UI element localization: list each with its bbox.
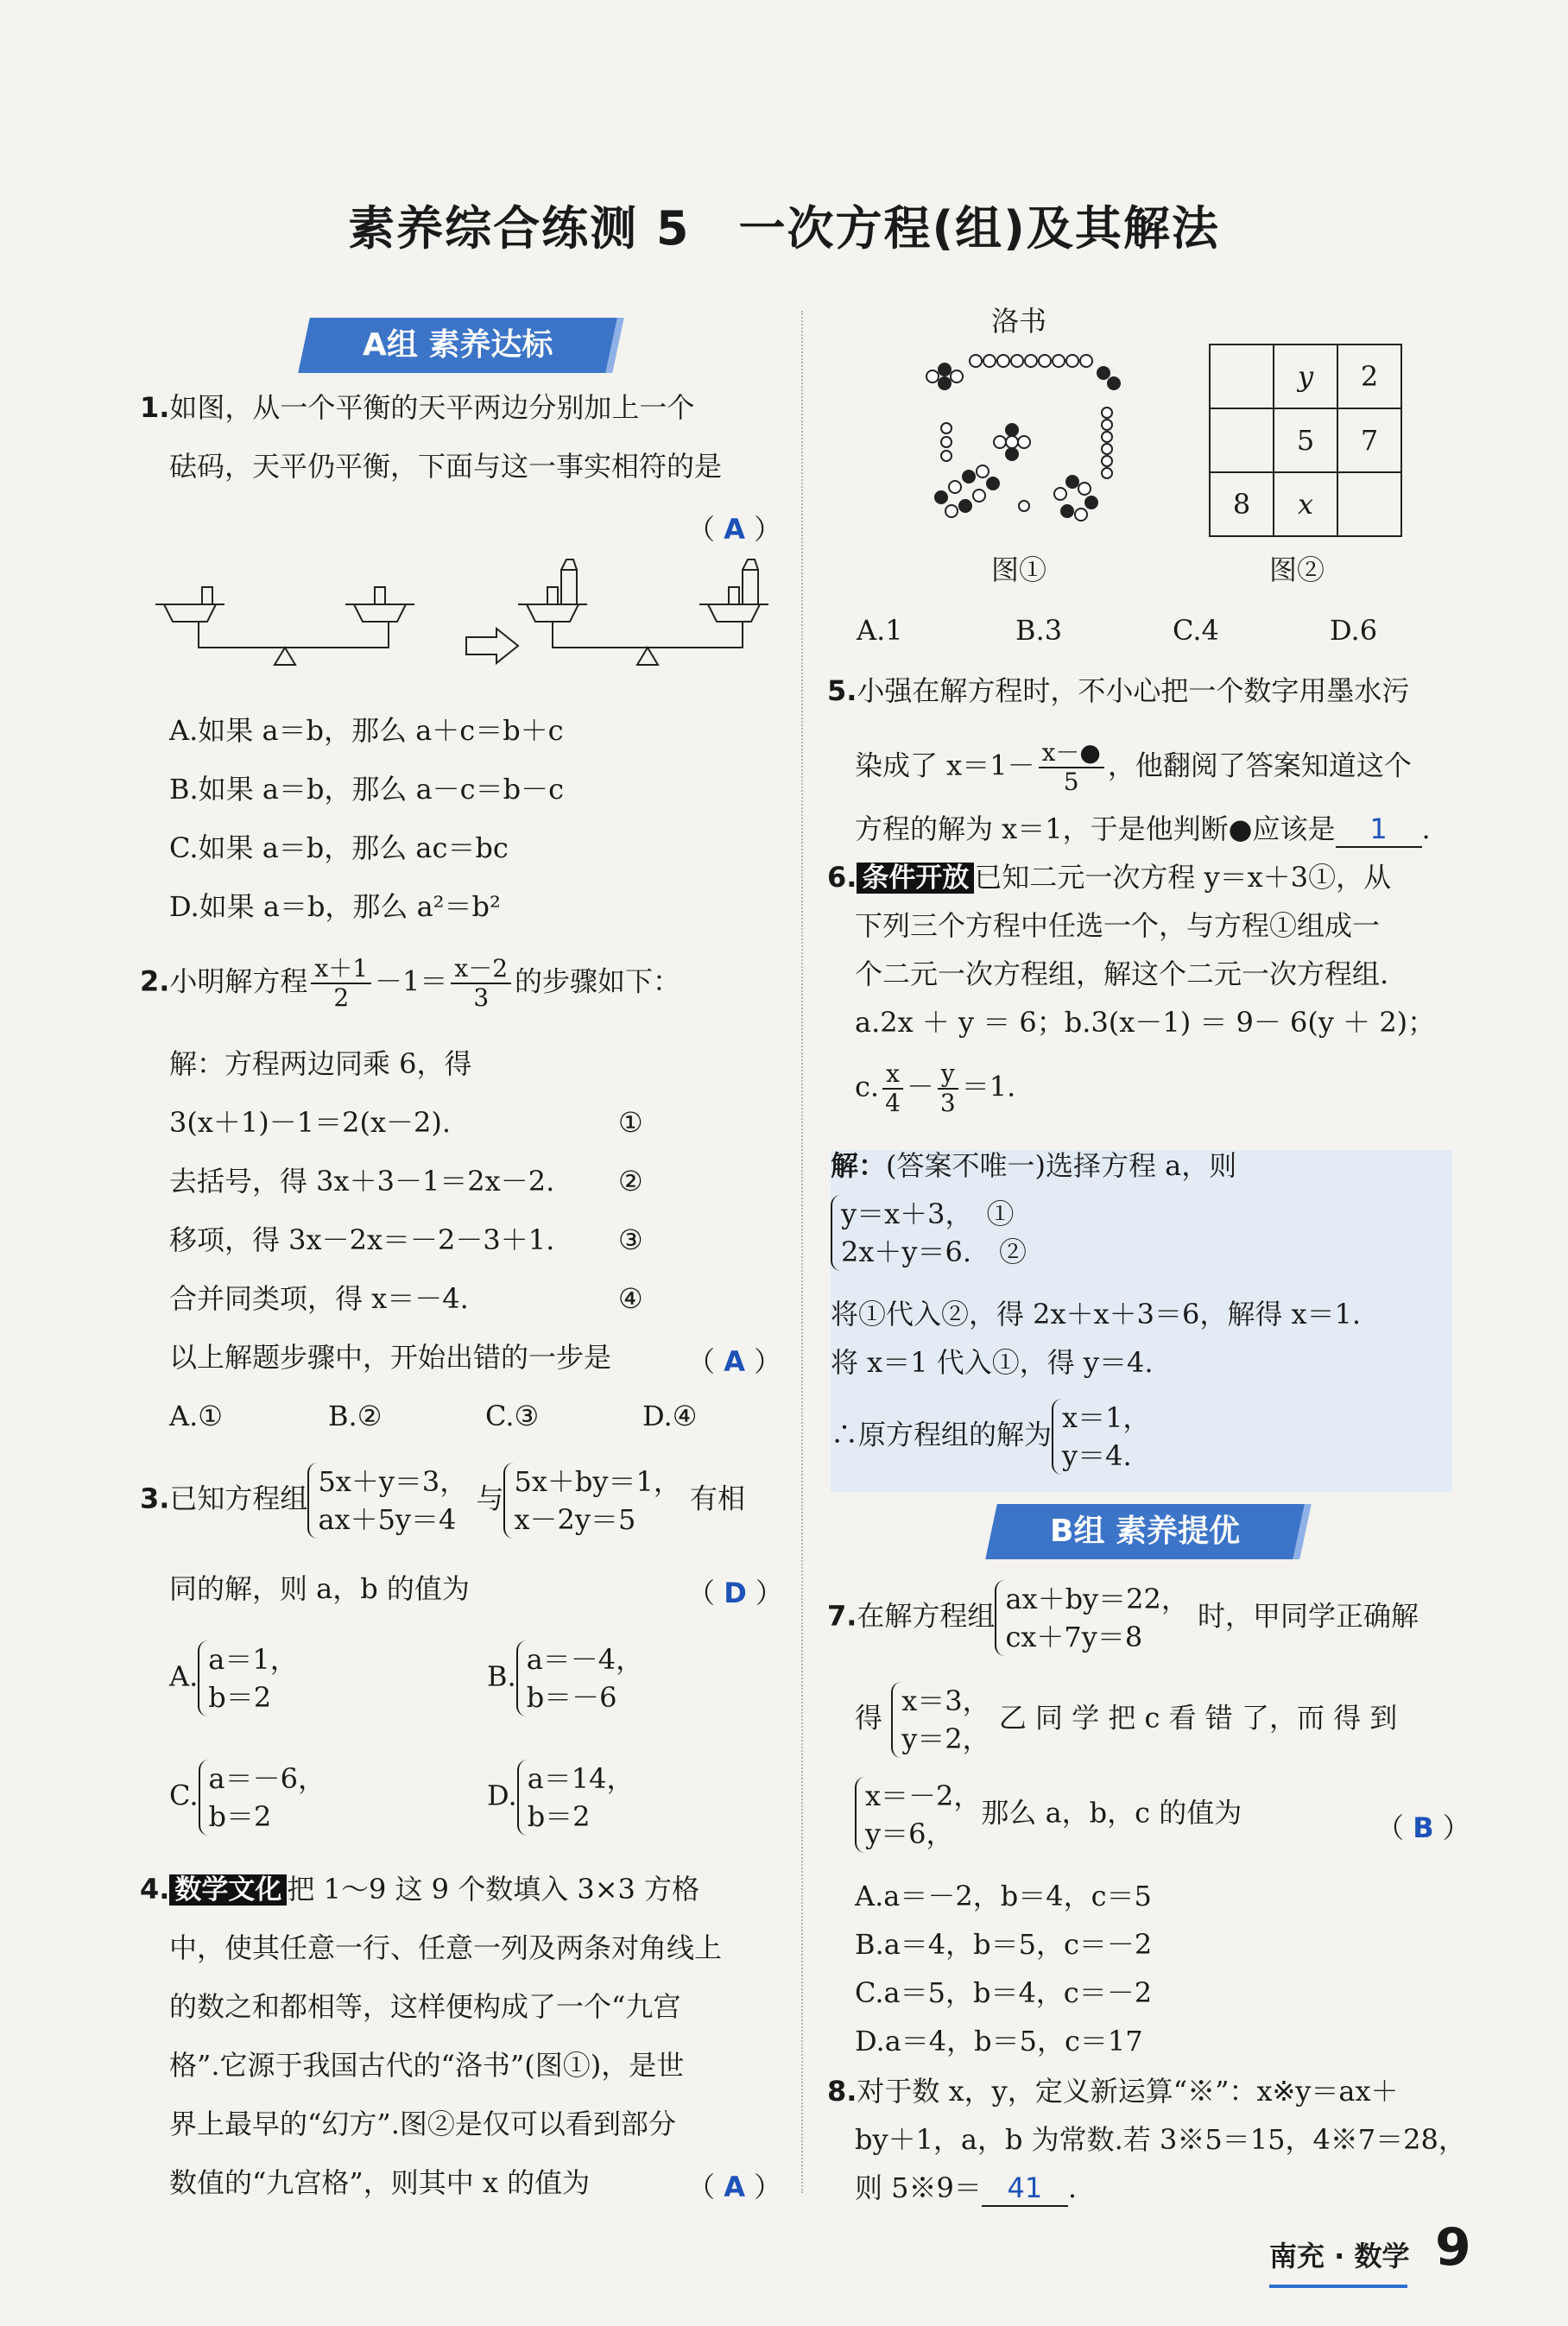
q6-solution-head: 解：(答案不唯一)选择方程 a，则 [831,1149,1237,1182]
q4-answer: （ A ） [687,2171,782,2203]
q3-line2: 同的解，则 a，b 的值为 [169,1572,470,1605]
q7-option-a: A.a＝－2，b＝4，c＝5 [855,1880,1152,1912]
q7-line1: 7.在解方程组ax＋by＝22， cx＋7y＝8 时，甲同学正确解 [827,1580,1419,1656]
q5-answer: 1 [1369,812,1388,845]
q2-option-a: A.① [169,1400,223,1432]
q6-solution-step1: 将①代入②，得 2x＋x＋3＝6，解得 x＝1. [831,1298,1362,1330]
footer-underline [1269,2285,1407,2288]
q2-step-2-mark: ② [618,1165,643,1198]
grid-cell: 2 [1337,344,1401,408]
grid-cell [1337,472,1401,536]
figure-2-caption: 图② [1269,553,1325,586]
q6-line2: 下列三个方程中任选一个，与方程①组成一 [855,909,1381,942]
grid-cell: y [1274,344,1337,408]
q6-solution-final: ∴原方程组的解为x＝1， y＝4. [831,1399,1150,1475]
q5-line3: 方程的解为 x＝1，于是他判断●应该是 1 . [855,812,1431,848]
q7-option-c: C.a＝5，b＝4，c＝－2 [855,1976,1153,2009]
q3-option-c: C.a＝－6， b＝2 [169,1760,326,1836]
q2-step-3-mark: ③ [618,1223,643,1256]
q2-step-1-mark: ① [618,1106,643,1139]
column-divider [801,311,805,2193]
group-a-banner: A组 素养达标 [298,318,617,373]
grid-cell [1210,408,1274,472]
q4-option-d: D.6 [1330,614,1378,647]
luoshu-label: 洛书 [991,305,1047,338]
q4-line1: 4. 数学文化 把 1～9 这 9 个数填入 3×3 方格 [140,1873,700,1906]
luoshu-figure [907,342,1122,540]
grid-cell: x [1274,472,1337,536]
q8-line2: by＋1，a，b 为常数.若 3※5＝15，4※7＝28， [855,2123,1466,2156]
balance-scale-figure [155,553,777,691]
q2-line1: 2.小明解方程 $\frac{x+1}{2}$ －1＝ $\frac{x-2}{3}$ 的步骤如下： [140,954,681,1012]
q7-line3: x＝－2， y＝6，那么 a，b，c 的值为 [855,1777,1242,1853]
q2-step-1: 3(x＋1)－1＝2(x－2). [169,1106,452,1139]
q6-line4: a.2x ＋ y ＝ 6；b.3(x－1) ＝ 9－ 6(y ＋ 2)； [855,1006,1436,1039]
grid-cell: 7 [1337,408,1401,472]
q1-option-c: C.如果 a＝b，那么 ac＝bc [169,831,509,864]
q1-option-b: B.如果 a＝b，那么 a－c＝b－c [169,773,565,806]
q1-answer: （ A ） [687,513,782,546]
q4-option-b: B.3 [1015,614,1063,647]
q7-option-d: D.a＝4，b＝5，c＝17 [855,2025,1143,2057]
q2-option-b: B.② [328,1400,383,1432]
q4-line6: 数值的“九宫格”，则其中 x 的值为 [169,2166,591,2199]
q5-line2: 染成了 x＝1－ $\frac{x-●}{5}$ ，他翻阅了答案知道这个 [855,738,1412,796]
grid-cell: 8 [1210,472,1274,536]
q5-line1: 5.小强在解方程时，不小心把一个数字用墨水污 [827,674,1410,707]
q6-tag: 条件开放 [857,863,974,894]
q3-option-d: D.a＝14， b＝2 [487,1760,635,1836]
q4-line2: 中，使其任意一行、任意一列及两条对角线上 [169,1931,723,1964]
q1-option-a: A.如果 a＝b，那么 a＋c＝b＋c [169,714,564,747]
q2-option-d: D.④ [642,1400,698,1432]
q6-solution-system: y＝x＋3， ① 2x＋y＝6. ② [831,1195,1027,1271]
q8-answer: 41 [1007,2171,1043,2204]
q2-step-2: 去括号，得 3x＋3－1＝2x－2. [169,1165,555,1198]
q3-option-a: A.a＝1， b＝2 [169,1640,298,1716]
q2-step-4: 合并同类项，得 x＝－4. [169,1282,469,1315]
q6-line1: 6. 条件开放 已知二元一次方程 y＝x＋3①，从 [827,861,1392,894]
q1-option-d: D.如果 a＝b，那么 a²＝b² [169,890,501,923]
grid-cell [1210,344,1274,408]
q1-line1: 1.如图，从一个平衡的天平两边分别加上一个 [140,391,695,424]
q7-answer: （ B ） [1376,1811,1470,1844]
q2-answer: （ A ） [687,1345,782,1378]
q4-option-c: C.4 [1173,614,1219,647]
figure-1-caption: 图① [991,553,1047,586]
q7-line2: 得 x＝3， y＝2， 乙 同 学 把 c 看 错 了，而 得 到 [855,1682,1397,1758]
q3-answer: （ D ） [687,1577,783,1609]
group-b-banner: B组 素养提优 [985,1504,1305,1559]
q6-solution-step2: 将 x＝1 代入①，得 y＝4. [831,1346,1154,1379]
q4-line3: 的数之和都相等，这样便构成了一个“九宫 [169,1990,681,2023]
page-title: 素养综合练测 5 一次方程(组)及其解法 [348,201,1220,256]
q3-line1: 3.已知方程组5x＋y＝3， ax＋5y＝4 与5x＋by＝1， x－2y＝5 有相 [140,1463,745,1539]
q2-question: 以上解题步骤中，开始出错的一步是 [169,1341,612,1374]
page-number: 9 [1435,2217,1471,2278]
q6-line3: 个二元一次方程组，解这个二元一次方程组. [855,958,1389,990]
footer-label: 南充 · 数学 [1269,2240,1410,2272]
q4-line5: 界上最早的“幻方”.图②是仅可以看到部分 [169,2108,676,2140]
q2-option-c: C.③ [485,1400,540,1432]
q8-line3: 则 5※9＝ 41 . [855,2171,1077,2207]
q4-line4: 格”.它源于我国古代的“洛书”(图①)，是世 [169,2049,685,2082]
q4-tag: 数学文化 [169,1874,287,1906]
q2-step-0: 解：方程两边同乘 6，得 [169,1047,472,1080]
q4-option-a: A.1 [857,614,903,647]
q3-option-b: B.a＝－4， b＝－6 [487,1640,643,1716]
q6-line5: c. $\frac{x}{4}$ － $\frac{y}{3}$ ＝1. [855,1059,1016,1117]
q2-step-3: 移项，得 3x－2x＝－2－3＋1. [169,1223,555,1256]
q7-option-b: B.a＝4，b＝5，c＝－2 [855,1928,1153,1961]
q8-line1: 8.对于数 x，y，定义新运算“※”：x※y＝ax＋ [827,2075,1399,2108]
magic-square-grid [1209,344,1402,537]
grid-cell: 5 [1274,408,1337,472]
q2-step-4-mark: ④ [618,1282,643,1315]
q1-line2: 砝码，天平仍平衡，下面与这一事实相符的是 [169,450,723,483]
